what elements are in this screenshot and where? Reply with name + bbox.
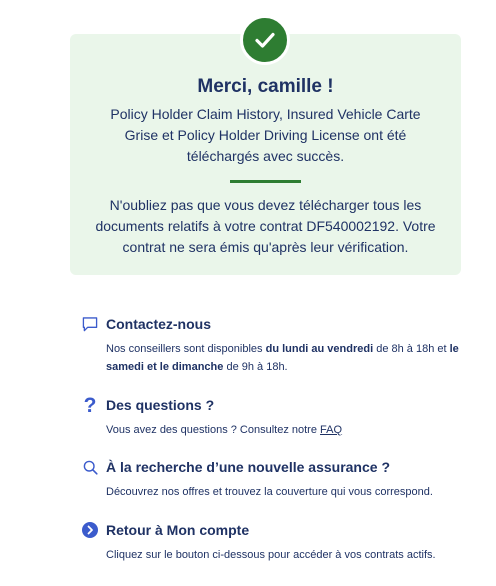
search-section (82, 457, 482, 501)
svg-text:?: ? (83, 395, 97, 415)
success-message: Policy Holder Claim History, Insured Vehicle Carte Grise et Policy Holder Driving License ont été téléchargés avec succès. (110, 106, 421, 164)
success-card (70, 34, 461, 275)
questions-section (82, 395, 482, 439)
search-text: Découvrez nos offres et trouvez la couverture qui vous correspond. (106, 486, 433, 498)
faq-link[interactable]: FAQ (320, 424, 343, 436)
contact-text: Nos conseillers sont disponibles du lundi au vendredi de 8h à 18h et le samedi et le dimanche de 9h à 18h. (106, 343, 459, 373)
divider (230, 180, 301, 183)
success-title: Merci, camille ! (197, 76, 334, 97)
questions-title: Des questions ? (106, 397, 215, 413)
contact-section (82, 314, 482, 376)
chat-icon (82, 315, 98, 333)
search-title: À la recherche d’une nouvelle assurance ? (106, 459, 390, 475)
account-title[interactable]: Retour à Mon compte (106, 522, 250, 538)
upload-reminder: N'oubliez pas que vous devez télécharger tous les documents relatifs à votre contrat DF540002192. Votre contrat ne sera émis qu'après leur vérification. (95, 197, 436, 255)
questions-text: Vous avez des questions ? Consultez notre FAQ (106, 424, 343, 436)
account-section[interactable] (82, 520, 482, 564)
chevron-right-icon[interactable] (82, 521, 98, 539)
account-text: Cliquez sur le bouton ci-dessous pour accéder à vos contrats actifs. (106, 549, 436, 561)
question-icon (82, 396, 98, 414)
contact-title: Contactez-nous (106, 316, 211, 332)
check-icon (240, 15, 290, 65)
search-icon (82, 458, 98, 476)
